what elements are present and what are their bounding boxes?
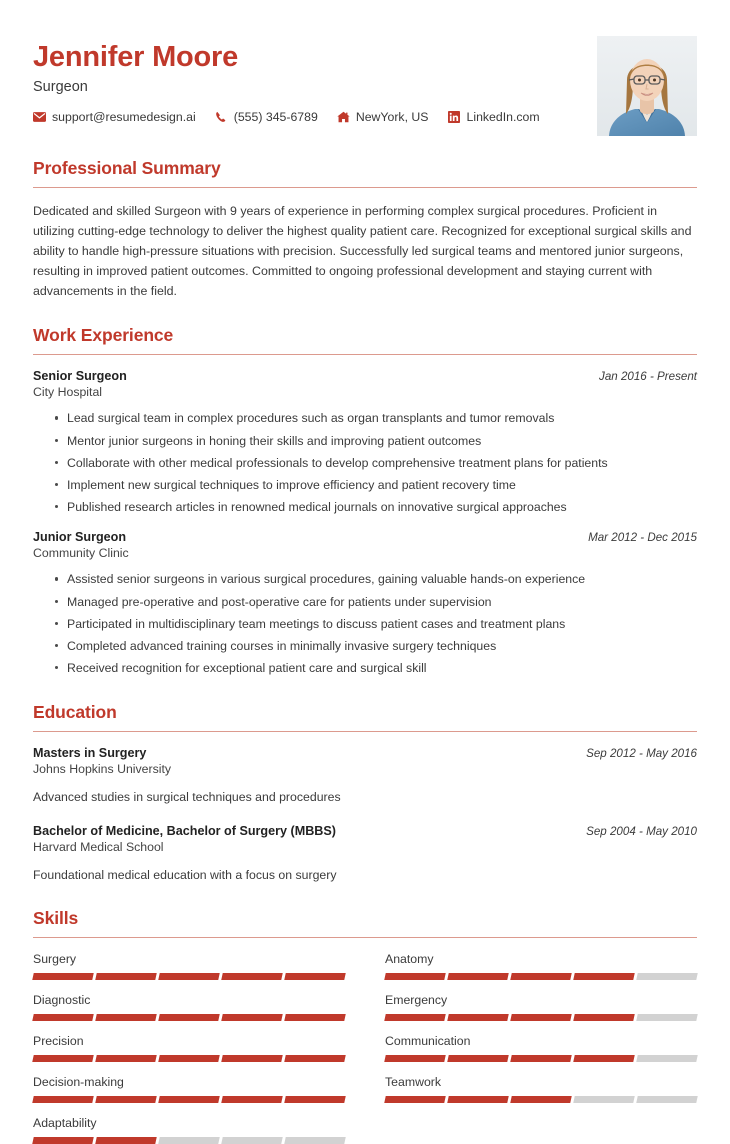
- skill-rating-bar: [385, 1014, 697, 1021]
- skill-segment: [510, 973, 571, 980]
- skill-segment: [447, 1055, 508, 1062]
- skill-segment: [636, 1096, 697, 1103]
- skill-segment: [573, 1096, 634, 1103]
- section-divider: [33, 354, 697, 355]
- skill-segment: [510, 1014, 571, 1021]
- phone-icon: [215, 111, 228, 124]
- skill-label: Anatomy: [385, 952, 434, 967]
- skill-item: [33, 993, 345, 1021]
- education-date: Sep 2012 - May 2016: [586, 747, 697, 761]
- skill-segment: [95, 1014, 156, 1021]
- skill-item: [385, 1075, 697, 1103]
- contact-phone-text: (555) 345-6789: [233, 110, 318, 125]
- skill-segment: [158, 973, 219, 980]
- skill-segment: [158, 1137, 219, 1144]
- education-degree: Masters in Surgery: [33, 746, 147, 761]
- candidate-job-title: Surgeon: [33, 79, 88, 96]
- skill-segment: [284, 1055, 345, 1062]
- education-entry: [33, 824, 697, 884]
- list-item: Lead surgical team in complex procedures such as organ transplants and tumor removals: [55, 409, 697, 427]
- avatar: [597, 36, 697, 136]
- skill-segment: [447, 973, 508, 980]
- skill-segment: [95, 1137, 156, 1144]
- skill-label: Decision-making: [33, 1075, 124, 1090]
- skill-rating-bar: [33, 973, 345, 980]
- contact-linkedin-text: LinkedIn.com: [466, 110, 540, 125]
- skill-segment: [158, 1014, 219, 1021]
- skill-item: [385, 993, 697, 1021]
- skills-grid: [33, 949, 697, 1144]
- skill-segment: [510, 1096, 571, 1103]
- list-item: Participated in multidisciplinary team meetings to discuss patient cases and treatment plans: [55, 615, 697, 633]
- linkedin-icon: [448, 111, 461, 124]
- resume-header: [33, 0, 697, 136]
- skill-segment: [384, 973, 445, 980]
- list-item: Assisted senior surgeons in various surgical procedures, gaining valuable hands-on experience: [55, 570, 697, 588]
- skill-segment: [284, 973, 345, 980]
- education-school: Johns Hopkins University: [33, 762, 172, 777]
- skill-segment: [384, 1014, 445, 1021]
- work-company: Community Clinic: [33, 546, 129, 561]
- education-school: Harvard Medical School: [33, 839, 164, 854]
- list-item: Implement new surgical techniques to improve efficiency and patient recovery time: [55, 476, 697, 494]
- list-item: Managed pre-operative and post-operative care for patients under supervision: [55, 593, 697, 611]
- skill-rating-bar: [385, 1096, 697, 1103]
- skill-label: Surgery: [33, 952, 77, 967]
- skill-segment: [284, 1096, 345, 1103]
- education-description: Foundational medical education with a focus on surgery: [33, 867, 337, 882]
- work-date: Jan 2016 - Present: [599, 370, 697, 384]
- list-item: Mentor junior surgeons in honing their skills and improving patient outcomes: [55, 432, 697, 450]
- skill-label: Diagnostic: [33, 993, 91, 1008]
- skill-segment: [32, 1014, 93, 1021]
- skill-segment: [573, 1055, 634, 1062]
- education-entry-head: [33, 746, 697, 760]
- skill-segment: [32, 1137, 93, 1144]
- section-work-experience: [33, 325, 697, 677]
- skill-label: Precision: [33, 1034, 84, 1049]
- education-description: Advanced studies in surgical techniques and procedures: [33, 790, 341, 805]
- skill-segment: [95, 1055, 156, 1062]
- skill-item: [385, 952, 697, 980]
- skill-rating-bar: [385, 1055, 697, 1062]
- list-item: Collaborate with other medical professionals to develop comprehensive treatment plans for patients: [55, 454, 697, 472]
- education-degree: Bachelor of Medicine, Bachelor of Surgery (MBBS): [33, 823, 337, 838]
- skill-segment: [32, 1096, 93, 1103]
- skill-segment: [636, 1055, 697, 1062]
- contact-location-text: NewYork, US: [355, 110, 429, 125]
- skills-column-left: [33, 949, 345, 1144]
- work-position: Junior Surgeon: [33, 530, 127, 545]
- contact-email-text: support@resumedesign.ai: [52, 110, 196, 125]
- skill-rating-bar: [33, 1096, 345, 1103]
- skill-segment: [447, 1096, 508, 1103]
- skill-segment: [32, 1055, 93, 1062]
- candidate-name: Jennifer Moore: [33, 41, 239, 73]
- list-item: Completed advanced training courses in minimally invasive surgery techniques: [55, 637, 697, 655]
- skill-item: [33, 952, 345, 980]
- contact-phone[interactable]: [215, 110, 318, 124]
- skill-segment: [221, 1014, 282, 1021]
- section-divider: [33, 731, 697, 732]
- skill-rating-bar: [385, 973, 697, 980]
- skill-segment: [221, 973, 282, 980]
- skill-segment: [95, 1096, 156, 1103]
- education-entry-head: [33, 824, 697, 838]
- work-position: Senior Surgeon: [33, 369, 127, 384]
- skills-column-right: [385, 949, 697, 1144]
- skill-segment: [636, 973, 697, 980]
- skill-label: Teamwork: [385, 1075, 442, 1090]
- skill-segment: [284, 1137, 345, 1144]
- skill-label: Adaptability: [33, 1116, 97, 1131]
- summary-text: Dedicated and skilled Surgeon with 9 years of experience in performing complex surgical procedures. Proficient in utilizing cutting-edge technology to deliver the highest quality patient care. Recognized for exceptional surgical skills and ability to handle high-pressure situations with precision. Successfully led surgical teams and mentored junior surgeons, resulting in improved patient outcomes. Committed to ongoing professional development and staying current with advancements in the field.: [33, 204, 692, 299]
- skill-segment: [95, 973, 156, 980]
- list-item: Published research articles in renowned medical journals on innovative surgical approaches: [55, 498, 697, 516]
- section-professional-summary: [33, 158, 697, 301]
- section-title-education: Education: [33, 702, 117, 723]
- education-date: Sep 2004 - May 2010: [586, 824, 697, 838]
- section-title-work: Work Experience: [33, 325, 174, 346]
- section-title-summary: Professional Summary: [33, 158, 221, 178]
- work-bullet-list: [33, 570, 697, 677]
- contact-email[interactable]: [33, 110, 196, 124]
- work-entry-head: [33, 530, 697, 544]
- skill-segment: [221, 1137, 282, 1144]
- skill-item: [385, 1034, 697, 1062]
- section-divider: [33, 937, 697, 938]
- skill-segment: [221, 1055, 282, 1062]
- skill-segment: [636, 1014, 697, 1021]
- skill-label: Communication: [385, 1034, 471, 1049]
- work-entry: [33, 530, 697, 677]
- skill-segment: [284, 1014, 345, 1021]
- work-company: City Hospital: [33, 385, 103, 400]
- section-title-skills: Skills: [33, 908, 79, 929]
- home-icon: [337, 111, 350, 124]
- skill-segment: [447, 1014, 508, 1021]
- section-divider: [33, 187, 697, 188]
- contact-row: [33, 110, 540, 124]
- skill-item: [33, 1116, 345, 1144]
- section-education: [33, 702, 697, 884]
- work-entry: [33, 369, 697, 516]
- education-entry: [33, 746, 697, 806]
- skill-segment: [158, 1096, 219, 1103]
- list-item: Received recognition for exceptional patient care and surgical skill: [55, 659, 697, 677]
- work-entry-head: [33, 369, 697, 383]
- skill-label: Emergency: [385, 993, 448, 1008]
- email-icon: [33, 111, 46, 124]
- header-text-block: [33, 36, 540, 124]
- skill-segment: [384, 1055, 445, 1062]
- skill-segment: [158, 1055, 219, 1062]
- skill-segment: [384, 1096, 445, 1103]
- skill-rating-bar: [33, 1137, 345, 1144]
- skill-item: [33, 1034, 345, 1062]
- work-date: Mar 2012 - Dec 2015: [588, 531, 697, 545]
- skill-segment: [221, 1096, 282, 1103]
- skill-rating-bar: [33, 1055, 345, 1062]
- work-bullet-list: [33, 409, 697, 516]
- skill-item: [33, 1075, 345, 1103]
- skill-segment: [573, 973, 634, 980]
- contact-location: [337, 110, 429, 124]
- skill-rating-bar: [33, 1014, 345, 1021]
- contact-linkedin[interactable]: [448, 110, 540, 124]
- skill-segment: [510, 1055, 571, 1062]
- section-skills: [33, 908, 697, 1144]
- skill-segment: [32, 973, 93, 980]
- skill-segment: [573, 1014, 634, 1021]
